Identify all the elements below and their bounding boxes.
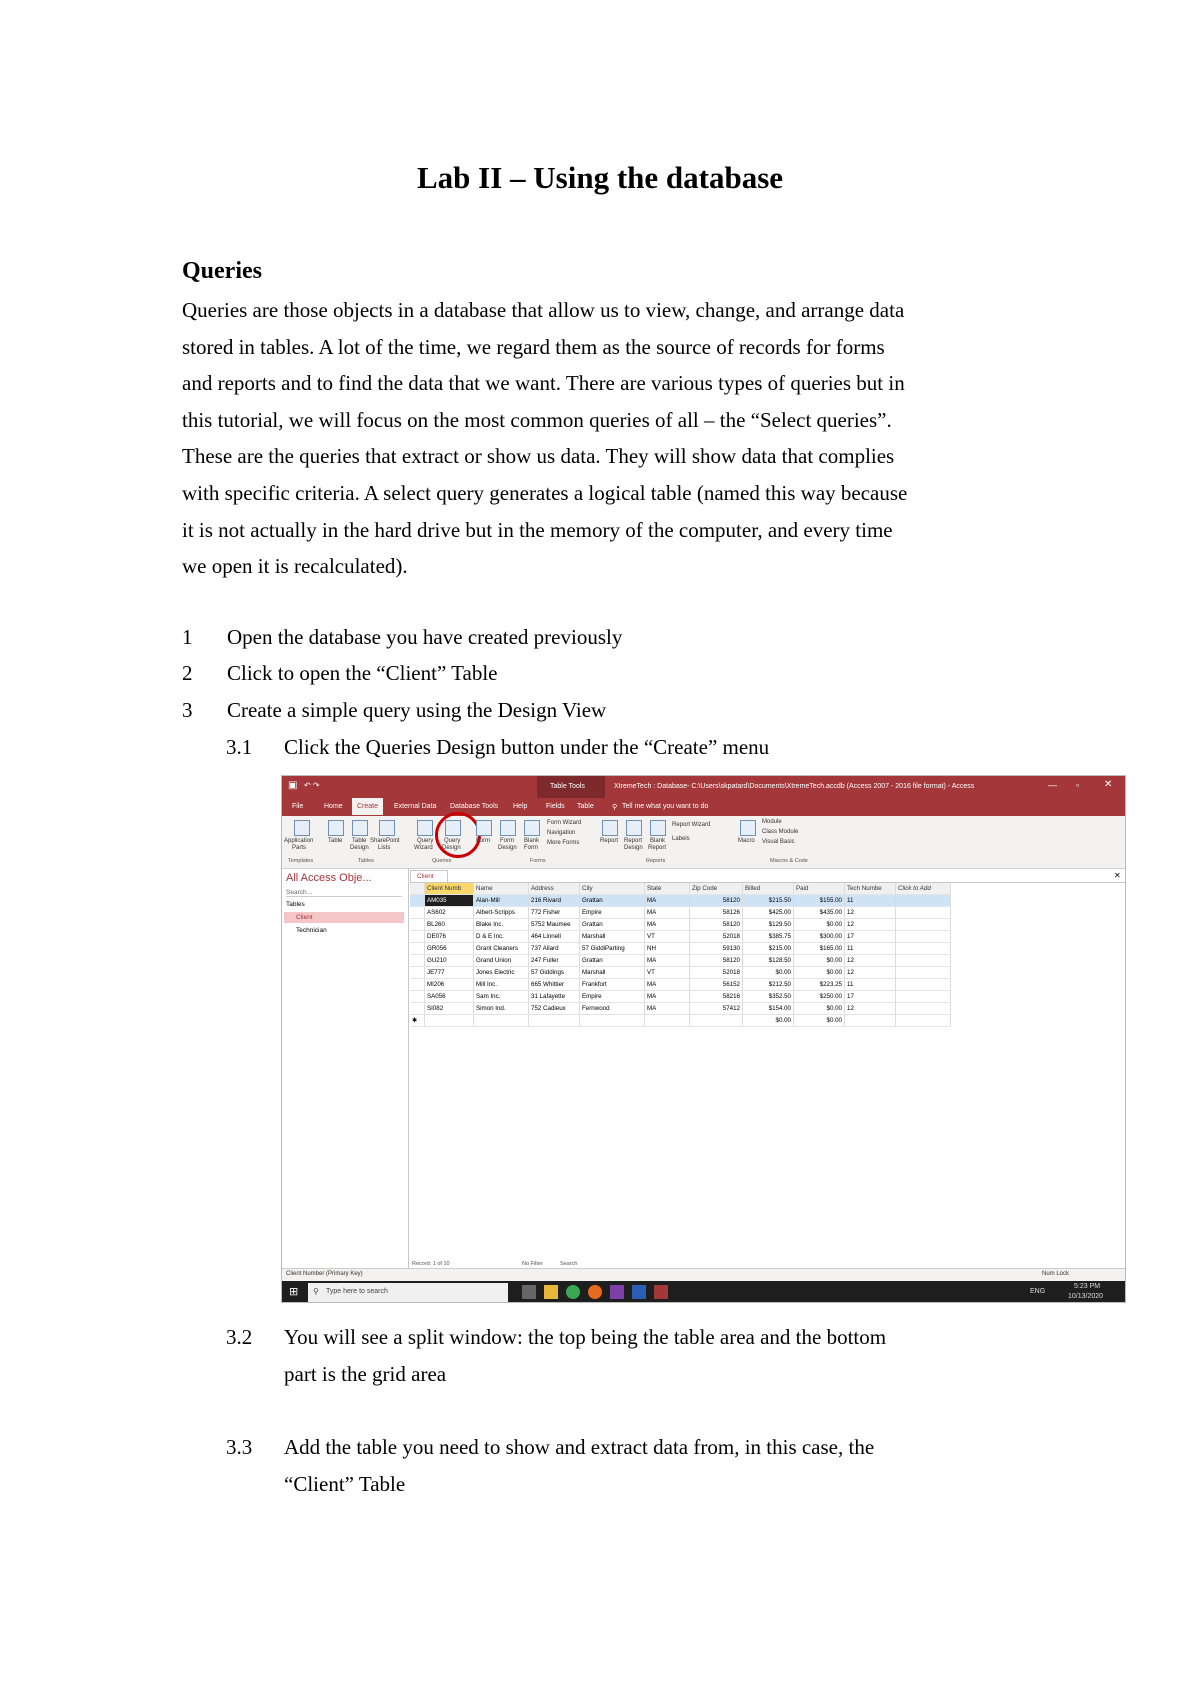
- table-cell[interactable]: $0.00: [743, 1015, 794, 1027]
- table-cell[interactable]: SA056: [425, 991, 474, 1003]
- table-cell[interactable]: 12: [845, 955, 896, 967]
- menu-create[interactable]: Create: [352, 798, 383, 815]
- ribbon-small-item[interactable]: Module: [762, 819, 782, 825]
- table-cell[interactable]: 58126: [690, 907, 743, 919]
- row-selector[interactable]: [410, 1003, 425, 1015]
- table-cell[interactable]: 17: [845, 931, 896, 943]
- table-row[interactable]: [410, 943, 951, 955]
- substep-number: 3.3: [226, 1435, 253, 1459]
- table-cell[interactable]: [896, 895, 951, 907]
- substep-text: part is the grid area: [284, 1362, 447, 1386]
- table-cell[interactable]: 12: [845, 907, 896, 919]
- step-text: Create a simple query using the Design View: [227, 698, 607, 722]
- column-header[interactable]: Paid: [794, 883, 845, 895]
- section-heading: Queries: [182, 258, 262, 284]
- report-icon[interactable]: [602, 820, 618, 836]
- table-cell[interactable]: AS602: [425, 907, 474, 919]
- table-cell[interactable]: 52018: [690, 931, 743, 943]
- table-icon[interactable]: [328, 820, 344, 836]
- table-cell[interactable]: [896, 1015, 951, 1027]
- table-cell[interactable]: DE076: [425, 931, 474, 943]
- table-cell[interactable]: Grand Union: [474, 955, 529, 967]
- access-icon[interactable]: [654, 1285, 668, 1299]
- table-cell[interactable]: [896, 967, 951, 979]
- ribbon: [282, 816, 1125, 869]
- table-cell[interactable]: [896, 943, 951, 955]
- table-cell[interactable]: 31 Lafayette: [529, 991, 580, 1003]
- table-cell[interactable]: Sam Inc.: [474, 991, 529, 1003]
- row-selector[interactable]: [410, 883, 425, 895]
- status-num-lock: Num Lock: [1042, 1271, 1070, 1277]
- table-cell[interactable]: $223.25: [794, 979, 845, 991]
- record-position[interactable]: Record: 1 of 10: [412, 1261, 450, 1267]
- ribbon-label: Parts: [292, 845, 307, 851]
- table-cell[interactable]: 665 Whittier: [529, 979, 580, 991]
- nav-search-input[interactable]: Search...: [286, 889, 402, 897]
- firefox-icon[interactable]: [588, 1285, 602, 1299]
- highlight-circle: [435, 812, 481, 858]
- table-cell[interactable]: BL260: [425, 919, 474, 931]
- table-cell[interactable]: 737 Allard: [529, 943, 580, 955]
- table-cell[interactable]: $154.00: [743, 1003, 794, 1015]
- substep-text: Click the Queries Design button under the “Create” menu: [284, 735, 770, 759]
- ribbon-label: Report: [648, 845, 667, 851]
- windows-start-icon[interactable]: ⊞: [289, 1286, 299, 1298]
- filter-status[interactable]: No Filter: [522, 1261, 543, 1267]
- table-cell[interactable]: [645, 1015, 690, 1027]
- table-cell[interactable]: $215.50: [743, 895, 794, 907]
- taskbar-search-placeholder: Type here to search: [326, 1288, 388, 1295]
- table-cell[interactable]: $155.00: [794, 895, 845, 907]
- table-cell[interactable]: 464 Linnell: [529, 931, 580, 943]
- ribbon-tabs: [282, 798, 1125, 816]
- ribbon-small-item[interactable]: More Forms: [547, 840, 580, 846]
- column-header[interactable]: State: [645, 883, 690, 895]
- table-row[interactable]: [410, 991, 951, 1003]
- chrome-icon[interactable]: [566, 1285, 580, 1299]
- table-cell[interactable]: 17: [845, 991, 896, 1003]
- table-cell[interactable]: MA: [645, 955, 690, 967]
- table-row[interactable]: [410, 931, 951, 943]
- row-selector[interactable]: [410, 919, 425, 931]
- table-cell[interactable]: MA: [645, 1003, 690, 1015]
- table-cell[interactable]: [474, 1015, 529, 1027]
- table-row[interactable]: [410, 967, 951, 979]
- ribbon-label: Wizard: [414, 845, 433, 851]
- lightbulb-icon: ⚲: [612, 804, 618, 811]
- paragraph-line: stored in tables. A lot of the time, we regard them as the source of records for forms: [182, 334, 885, 359]
- table-cell[interactable]: Fernwood: [580, 1003, 645, 1015]
- table-cell[interactable]: $435.00: [794, 907, 845, 919]
- ribbon-label: Application: [284, 838, 314, 844]
- table-cell[interactable]: 11: [845, 895, 896, 907]
- table-cell[interactable]: $425.00: [743, 907, 794, 919]
- navigation-pane: [282, 869, 409, 1269]
- table-cell[interactable]: $0.00: [794, 1015, 845, 1027]
- ribbon-small-item[interactable]: Form Wizard: [547, 820, 582, 826]
- column-header[interactable]: Name: [474, 883, 529, 895]
- table-cell[interactable]: 216 Rivard: [529, 895, 580, 907]
- ribbon-label: Design: [498, 845, 517, 851]
- maximize-icon[interactable]: ▫: [1076, 780, 1080, 790]
- table-cell[interactable]: 52018: [690, 967, 743, 979]
- document-title: Lab II – Using the database: [416, 160, 784, 195]
- save-icon[interactable]: ▣: [288, 780, 298, 791]
- table-cell[interactable]: 58120: [690, 955, 743, 967]
- close-icon[interactable]: ✕: [1104, 779, 1113, 790]
- ribbon-small-item[interactable]: Labels: [672, 836, 690, 842]
- clock-time[interactable]: 5:23 PM: [1074, 1283, 1101, 1290]
- table-cell[interactable]: [896, 919, 951, 931]
- row-selector[interactable]: [410, 907, 425, 919]
- row-selector[interactable]: [410, 943, 425, 955]
- nav-section-tables[interactable]: Tables: [286, 901, 305, 908]
- row-selector[interactable]: [410, 979, 425, 991]
- paragraph-line: These are the queries that extract or show us data. They will show data that complies: [182, 444, 895, 469]
- ribbon-label: Table: [352, 838, 367, 844]
- datasheet: [410, 882, 1126, 1268]
- ribbon-label: Query: [444, 838, 461, 844]
- table-cell[interactable]: MA: [645, 895, 690, 907]
- ribbon-group-label: Tables: [358, 858, 374, 864]
- substep-text: You will see a split window: the top being the table area and the bottom: [284, 1325, 887, 1349]
- substep-text: Add the table you need to show and extract data from, in this case, the: [284, 1435, 875, 1459]
- ribbon-label: Form: [476, 838, 490, 844]
- table-cell[interactable]: AM035: [425, 895, 474, 907]
- file-explorer-icon[interactable]: [544, 1285, 558, 1299]
- table-cell[interactable]: Mill Inc.: [474, 979, 529, 991]
- row-selector[interactable]: ✱: [410, 1015, 425, 1027]
- table-cell[interactable]: [425, 1015, 474, 1027]
- table-cell[interactable]: 57 Giddings: [529, 967, 580, 979]
- table-cell[interactable]: Simon Ind.: [474, 1003, 529, 1015]
- row-selector[interactable]: [410, 955, 425, 967]
- table-cell[interactable]: $212.50: [743, 979, 794, 991]
- status-bar: [282, 1268, 1125, 1281]
- client-table: [410, 883, 951, 1027]
- ribbon-label: Design: [624, 845, 643, 851]
- table-design-icon[interactable]: [352, 820, 368, 836]
- menu-fields[interactable]: Fields: [546, 803, 565, 810]
- table-cell[interactable]: 752 Cadieux: [529, 1003, 580, 1015]
- task-view-icon[interactable]: [522, 1285, 536, 1299]
- clock-date[interactable]: 10/13/2020: [1068, 1293, 1104, 1300]
- ribbon-small-item[interactable]: Report Wizard: [672, 822, 711, 828]
- column-header[interactable]: City: [580, 883, 645, 895]
- table-cell[interactable]: Empire: [580, 907, 645, 919]
- table-cell[interactable]: 57412: [690, 1003, 743, 1015]
- table-row[interactable]: [410, 955, 951, 967]
- ribbon-label: Design: [442, 845, 461, 851]
- ribbon-group-label: Reports: [646, 858, 666, 864]
- table-cell[interactable]: $128.50: [743, 955, 794, 967]
- row-selector[interactable]: [410, 991, 425, 1003]
- minimize-icon[interactable]: —: [1048, 780, 1057, 790]
- table-cell[interactable]: JE777: [425, 967, 474, 979]
- step-text: Click to open the “Client” Table: [227, 661, 498, 685]
- table-cell[interactable]: $215.00: [743, 943, 794, 955]
- table-row[interactable]: [410, 1003, 951, 1015]
- table-cell[interactable]: 12: [845, 967, 896, 979]
- ribbon-label: Design: [350, 845, 369, 851]
- table-cell[interactable]: 11: [845, 943, 896, 955]
- table-cell[interactable]: 247 Fuller: [529, 955, 580, 967]
- paragraph-line: Queries are those objects in a database that allow us to view, change, and arrange data: [182, 298, 905, 322]
- ribbon-label: Form: [500, 838, 514, 844]
- menu-help[interactable]: Help: [513, 803, 528, 810]
- menu-home[interactable]: Home: [324, 803, 343, 810]
- access-screenshot: [281, 775, 1126, 1303]
- ribbon-label: Report: [600, 838, 619, 844]
- query-wizard-icon[interactable]: [417, 820, 433, 836]
- table-row[interactable]: [410, 919, 951, 931]
- ribbon-label: Report: [624, 838, 643, 844]
- nav-item-technician[interactable]: Technician: [296, 927, 327, 934]
- table-cell[interactable]: GR056: [425, 943, 474, 955]
- table-row[interactable]: [410, 907, 951, 919]
- table-cell[interactable]: $352.50: [743, 991, 794, 1003]
- ribbon-group-label: Templates: [288, 858, 314, 864]
- table-cell[interactable]: [896, 979, 951, 991]
- substep-text: “Client” Table: [284, 1472, 406, 1496]
- row-selector[interactable]: [410, 967, 425, 979]
- table-cell[interactable]: $385.75: [743, 931, 794, 943]
- step-number: 1: [182, 625, 193, 649]
- table-cell[interactable]: 58120: [690, 919, 743, 931]
- table-cell[interactable]: $0.00: [794, 955, 845, 967]
- table-cell[interactable]: MI206: [425, 979, 474, 991]
- menu-database-tools[interactable]: Database Tools: [450, 803, 499, 810]
- taskbar-search[interactable]: [308, 1283, 508, 1302]
- step-text: Open the database you have created previously: [227, 625, 623, 649]
- table-cell[interactable]: 11: [845, 979, 896, 991]
- paragraph-line: we open it is recalculated).: [182, 554, 408, 579]
- step-number: 3: [182, 698, 193, 722]
- table-cell[interactable]: 772 Fisher: [529, 907, 580, 919]
- form-design-icon[interactable]: [500, 820, 516, 836]
- table-cell[interactable]: [580, 1015, 645, 1027]
- application-parts-icon[interactable]: [294, 820, 310, 836]
- table-cell[interactable]: VT: [645, 967, 690, 979]
- ribbon-group-label: Forms: [530, 858, 546, 864]
- table-cell[interactable]: $129.50: [743, 919, 794, 931]
- table-cell[interactable]: Empire: [580, 991, 645, 1003]
- ribbon-small-item[interactable]: Visual Basic: [762, 839, 795, 845]
- table-cell[interactable]: 56152: [690, 979, 743, 991]
- table-cell[interactable]: Grattan: [580, 955, 645, 967]
- ribbon-label: Blank: [524, 838, 540, 844]
- ribbon-label: Lists: [378, 845, 391, 851]
- table-header-row: [410, 883, 951, 895]
- menu-external-data[interactable]: External Data: [394, 803, 437, 810]
- table-cell[interactable]: 12: [845, 919, 896, 931]
- substep-number: 3.2: [226, 1325, 253, 1349]
- language-indicator[interactable]: ENG: [1030, 1288, 1046, 1295]
- table-cell[interactable]: Blake Inc.: [474, 919, 529, 931]
- menu-file[interactable]: File: [292, 803, 304, 810]
- ribbon-label: Table: [328, 838, 343, 844]
- table-cell[interactable]: $0.00: [794, 919, 845, 931]
- table-cell[interactable]: MA: [645, 991, 690, 1003]
- table-cell[interactable]: [845, 1015, 896, 1027]
- table-cell[interactable]: 12: [845, 1003, 896, 1015]
- table-cell[interactable]: Frankfort: [580, 979, 645, 991]
- tab-label: Client: [417, 873, 434, 880]
- step-number: 2: [182, 661, 193, 685]
- search-icon: ⚲: [313, 1287, 319, 1296]
- table-cell[interactable]: [896, 931, 951, 943]
- column-header[interactable]: Client Numb: [425, 883, 474, 895]
- status-left: Client Number (Primary Key): [286, 1271, 363, 1277]
- click-to-add-header[interactable]: Click to Add: [896, 883, 951, 895]
- table-cell[interactable]: $165.00: [794, 943, 845, 955]
- form-icon[interactable]: [476, 820, 492, 836]
- nav-item-client[interactable]: Client: [296, 914, 313, 921]
- table-cell[interactable]: 58216: [690, 991, 743, 1003]
- undo-icon[interactable]: ↶ ↷: [304, 781, 320, 790]
- ribbon-small-item[interactable]: Navigation: [547, 830, 576, 836]
- table-cell[interactable]: SI082: [425, 1003, 474, 1015]
- blank-report-icon[interactable]: [650, 820, 666, 836]
- table-cell[interactable]: MA: [645, 979, 690, 991]
- ribbon-label: Query: [417, 838, 434, 844]
- table-cell[interactable]: Marshall: [580, 967, 645, 979]
- word-icon[interactable]: [632, 1285, 646, 1299]
- paragraph-line: it is not actually in the hard drive but in the memory of the computer, and every time: [182, 517, 893, 542]
- ribbon-group-label: Queries: [432, 858, 452, 864]
- table-cell[interactable]: D & E Inc.: [474, 931, 529, 943]
- table-cell[interactable]: [690, 1015, 743, 1027]
- blank-form-icon[interactable]: [524, 820, 540, 836]
- window-title: XtremeTech : Database- C:\Users\skpatard\Documents\XtremeTech.accdb (Access 2007 - 2016 file format) - Access: [614, 783, 975, 790]
- table-cell[interactable]: [529, 1015, 580, 1027]
- table-cell[interactable]: [896, 907, 951, 919]
- table-cell[interactable]: NH: [645, 943, 690, 955]
- ribbon-label: Macro: [738, 838, 755, 844]
- table-cell[interactable]: MA: [645, 919, 690, 931]
- table-cell[interactable]: [896, 1003, 951, 1015]
- table-cell[interactable]: $300.00: [794, 931, 845, 943]
- table-cell[interactable]: [896, 955, 951, 967]
- table-row[interactable]: [410, 979, 951, 991]
- column-header[interactable]: Zip Code: [690, 883, 743, 895]
- ribbon-label: Form: [524, 845, 538, 851]
- row-selector[interactable]: [410, 931, 425, 943]
- table-body: [410, 895, 951, 1027]
- table-cell[interactable]: [896, 991, 951, 1003]
- paragraph-line: and reports and to find the data that we want. There are various types of queries but in: [182, 371, 905, 396]
- table-cell[interactable]: VT: [645, 931, 690, 943]
- substep-number: 3.1: [226, 735, 253, 759]
- table-cell[interactable]: $0.00: [794, 1003, 845, 1015]
- close-tab-icon[interactable]: ✕: [1114, 871, 1121, 880]
- table-row[interactable]: [410, 1015, 951, 1027]
- table-cell[interactable]: Jones Electric: [474, 967, 529, 979]
- nav-pane-header[interactable]: All Access Obje...: [286, 872, 372, 884]
- row-selector[interactable]: [410, 895, 425, 907]
- title-bar: [282, 776, 1125, 798]
- column-header[interactable]: Address: [529, 883, 580, 895]
- intro-paragraph: [182, 292, 1042, 585]
- table-cell[interactable]: GU210: [425, 955, 474, 967]
- macro-icon[interactable]: [740, 820, 756, 836]
- table-cell[interactable]: Grattan: [580, 895, 645, 907]
- table-row[interactable]: [410, 895, 951, 907]
- table-cell[interactable]: 5752 Maumee: [529, 919, 580, 931]
- ribbon-small-item[interactable]: Class Module: [762, 829, 799, 835]
- ribbon-label: Blank: [650, 838, 666, 844]
- table-cell[interactable]: $250.00: [794, 991, 845, 1003]
- onenote-icon[interactable]: [610, 1285, 624, 1299]
- table-cell[interactable]: Alan-Mill: [474, 895, 529, 907]
- table-cell[interactable]: 57 GiddiParting: [580, 943, 645, 955]
- column-header[interactable]: Billed: [743, 883, 794, 895]
- table-cell[interactable]: $0.00: [743, 967, 794, 979]
- table-cell[interactable]: Marshall: [580, 931, 645, 943]
- table-cell[interactable]: MA: [645, 907, 690, 919]
- paragraph-line: this tutorial, we will focus on the most common queries of all – the “Select queries”.: [182, 407, 892, 432]
- table-cell[interactable]: 59130: [690, 943, 743, 955]
- table-cell[interactable]: Grant Cleaners: [474, 943, 529, 955]
- table-cell[interactable]: Grattan: [580, 919, 645, 931]
- ribbon-label: SharePoint: [370, 838, 400, 844]
- table-cell[interactable]: 58120: [690, 895, 743, 907]
- table-cell[interactable]: $0.00: [794, 967, 845, 979]
- menu-table[interactable]: Table: [577, 803, 594, 810]
- sharepoint-lists-icon[interactable]: [379, 820, 395, 836]
- ribbon-group-label: Macros & Code: [770, 858, 808, 864]
- record-search[interactable]: Search: [560, 1261, 578, 1267]
- report-design-icon[interactable]: [626, 820, 642, 836]
- windows-taskbar: [282, 1281, 1125, 1303]
- context-tab-label: Table Tools: [550, 783, 585, 790]
- table-cell[interactable]: Albert-Scripps: [474, 907, 529, 919]
- paragraph-line: with specific criteria. A select query generates a logical table (named this way because: [182, 480, 908, 505]
- tell-me-box[interactable]: Tell me what you want to do: [622, 803, 709, 810]
- column-header[interactable]: Tech Numbe: [845, 883, 896, 895]
